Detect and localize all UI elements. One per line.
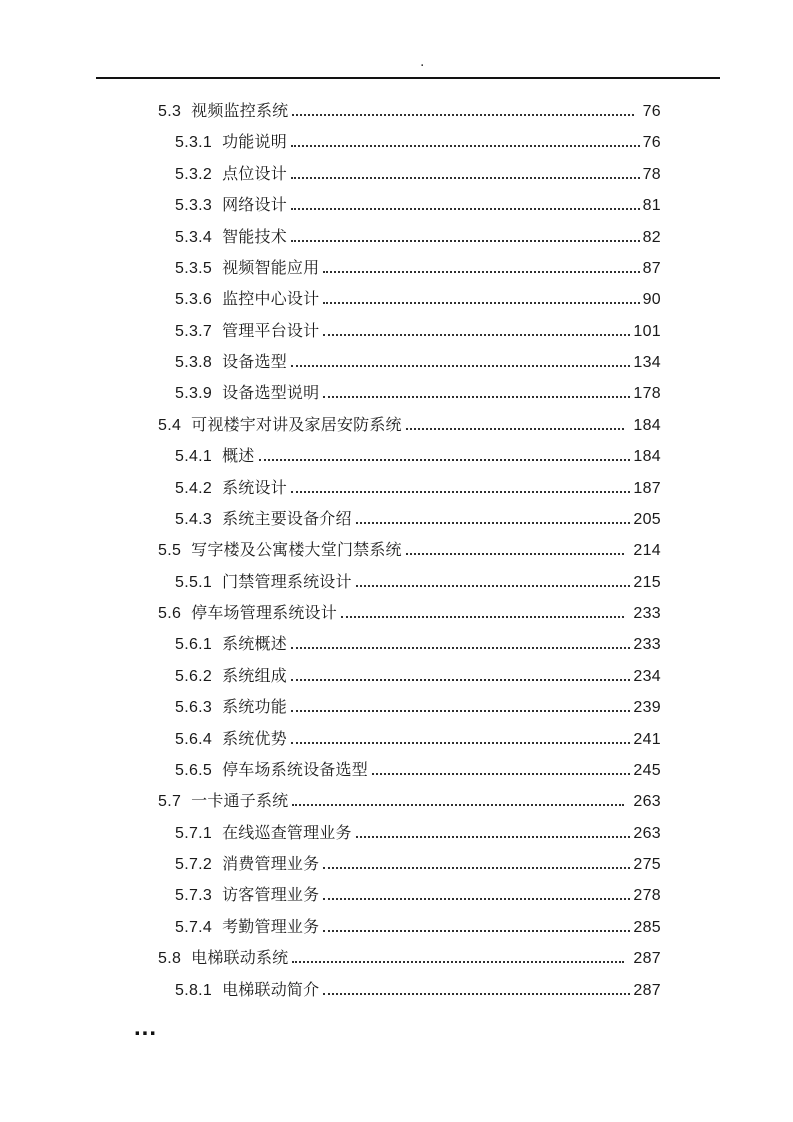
toc-entry bbox=[158, 253, 661, 284]
toc-entry-number: 5.3.2 bbox=[175, 165, 213, 183]
toc-entry-number: 5.4.2 bbox=[175, 479, 213, 497]
toc-entry-page-number: 275 bbox=[633, 856, 661, 873]
toc-dot-leader bbox=[406, 424, 625, 430]
toc-dot-leader bbox=[291, 643, 630, 649]
toc-entry-title: 网络设计 bbox=[222, 197, 287, 215]
toc-entry-page-number: 184 bbox=[633, 416, 661, 434]
toc-entry-number: 5.6 bbox=[158, 605, 182, 622]
toc-dot-leader bbox=[323, 392, 630, 398]
toc-entry bbox=[158, 755, 661, 786]
toc-entry bbox=[158, 692, 661, 723]
toc-entry-page-number: 78 bbox=[642, 165, 661, 183]
toc-entry-title: 系统组成 bbox=[222, 667, 287, 685]
toc-entry-title: 系统主要设备介绍 bbox=[222, 510, 352, 528]
header-rule bbox=[96, 77, 720, 79]
toc-entry-title: 一卡通子系统 bbox=[191, 793, 289, 811]
toc-entry-page-number: 101 bbox=[633, 322, 661, 340]
toc-dot-leader bbox=[323, 989, 630, 995]
toc-entry-title: 管理平台设计 bbox=[222, 322, 320, 340]
toc-entry-number: 5.3.5 bbox=[175, 259, 213, 277]
toc-dot-leader bbox=[356, 518, 631, 524]
toc-dot-leader bbox=[356, 581, 631, 587]
footer-ellipsis: ... bbox=[134, 1014, 158, 1041]
toc-entry-title: 系统优势 bbox=[222, 730, 287, 748]
toc-entry-number: 5.4.1 bbox=[175, 448, 213, 466]
toc-entry-page-number: 205 bbox=[633, 510, 661, 528]
toc-entry-page-number: 287 bbox=[633, 950, 661, 968]
toc-entry bbox=[158, 567, 661, 598]
toc-entry-title: 设备选型 bbox=[222, 354, 287, 371]
toc-entry-number: 5.4 bbox=[158, 416, 182, 434]
toc-entry-title: 可视楼宇对讲及家居安防系统 bbox=[191, 416, 402, 434]
toc-entry-title: 系统功能 bbox=[222, 699, 287, 717]
toc-entry-title: 消费管理业务 bbox=[222, 856, 320, 873]
toc-entry bbox=[158, 786, 661, 817]
toc-entry bbox=[158, 880, 661, 911]
toc-entry-number: 5.4.3 bbox=[175, 510, 213, 528]
toc-entry-page-number: 233 bbox=[633, 636, 661, 654]
toc-entry-page-number: 76 bbox=[642, 103, 661, 120]
toc-entry-page-number: 215 bbox=[633, 573, 661, 591]
toc-entry-page-number: 233 bbox=[633, 605, 661, 622]
toc-entry bbox=[158, 284, 661, 315]
toc-entry-page-number: 245 bbox=[633, 761, 661, 779]
toc-dot-leader bbox=[323, 894, 630, 900]
toc-entry-title: 停车场系统设备选型 bbox=[222, 761, 368, 779]
toc-entry-title: 系统设计 bbox=[222, 479, 287, 497]
toc-entry bbox=[158, 159, 661, 190]
toc-dot-leader bbox=[291, 236, 640, 242]
toc-entry bbox=[158, 441, 661, 472]
toc-entry-page-number: 263 bbox=[633, 824, 661, 842]
toc-entry-number: 5.6.2 bbox=[175, 667, 213, 685]
toc-dot-leader bbox=[291, 738, 630, 744]
toc-entry-title: 功能说明 bbox=[222, 134, 287, 152]
toc-entry-number: 5.3 bbox=[158, 103, 182, 120]
toc-entry bbox=[158, 661, 661, 692]
toc-entry-title: 系统概述 bbox=[222, 636, 287, 654]
toc-entry-page-number: 187 bbox=[633, 479, 661, 497]
toc-entry-title: 视频智能应用 bbox=[222, 259, 320, 277]
toc-entry bbox=[158, 975, 661, 1006]
toc-dot-leader bbox=[292, 110, 633, 116]
table-of-contents bbox=[158, 96, 661, 1006]
toc-entry bbox=[158, 535, 661, 566]
toc-entry-number: 5.7.3 bbox=[175, 887, 213, 905]
toc-entry bbox=[158, 96, 661, 127]
toc-dot-leader bbox=[292, 800, 624, 806]
toc-entry-page-number: 241 bbox=[633, 730, 661, 748]
toc-dot-leader bbox=[323, 330, 630, 336]
toc-entry-page-number: 239 bbox=[633, 699, 661, 717]
toc-entry-page-number: 184 bbox=[633, 448, 661, 466]
toc-entry-page-number: 134 bbox=[633, 354, 661, 371]
toc-entry-number: 5.3.6 bbox=[175, 291, 213, 309]
toc-entry bbox=[158, 190, 661, 221]
toc-entry-page-number: 263 bbox=[633, 793, 661, 811]
toc-entry-page-number: 278 bbox=[633, 887, 661, 905]
toc-dot-leader bbox=[356, 832, 631, 838]
toc-dot-leader bbox=[323, 298, 639, 304]
toc-entry-title: 点位设计 bbox=[222, 165, 287, 183]
toc-entry bbox=[158, 818, 661, 849]
toc-entry-number: 5.7.2 bbox=[175, 856, 213, 873]
toc-entry-number: 5.7.4 bbox=[175, 918, 213, 936]
toc-entry-number: 5.5.1 bbox=[175, 573, 213, 591]
toc-dot-leader bbox=[291, 361, 630, 367]
toc-entry-number: 5.3.9 bbox=[175, 385, 213, 403]
toc-dot-leader bbox=[323, 267, 639, 273]
toc-entry-title: 停车场管理系统设计 bbox=[191, 605, 337, 622]
toc-entry-title: 电梯联动系统 bbox=[191, 950, 289, 968]
toc-entry-number: 5.6.3 bbox=[175, 699, 213, 717]
toc-entry-page-number: 81 bbox=[642, 197, 661, 215]
header-dot: . bbox=[420, 53, 425, 70]
toc-dot-leader bbox=[291, 204, 640, 210]
toc-entry-title: 电梯联动简介 bbox=[222, 981, 320, 999]
toc-dot-leader bbox=[291, 141, 640, 147]
toc-entry-number: 5.3.8 bbox=[175, 354, 213, 371]
toc-dot-leader bbox=[341, 612, 624, 618]
toc-entry-page-number: 76 bbox=[642, 134, 661, 152]
toc-entry-number: 5.7 bbox=[158, 793, 182, 811]
toc-entry-title: 监控中心设计 bbox=[222, 291, 320, 309]
toc-entry-title: 视频监控系统 bbox=[191, 103, 289, 120]
toc-entry-page-number: 214 bbox=[633, 542, 661, 560]
toc-entry-title: 在线巡查管理业务 bbox=[222, 824, 352, 842]
toc-entry-title: 写字楼及公寓楼大堂门禁系统 bbox=[191, 542, 402, 560]
toc-entry-page-number: 287 bbox=[633, 981, 661, 999]
toc-entry bbox=[158, 504, 661, 535]
toc-entry-page-number: 178 bbox=[633, 385, 661, 403]
toc-entry-number: 5.6.4 bbox=[175, 730, 213, 748]
toc-entry-page-number: 87 bbox=[642, 259, 661, 277]
toc-dot-leader bbox=[406, 549, 625, 555]
toc-entry-number: 5.6.1 bbox=[175, 636, 213, 654]
toc-entry-title: 智能技术 bbox=[222, 228, 287, 246]
toc-entry-number: 5.7.1 bbox=[175, 824, 213, 842]
toc-entry bbox=[158, 912, 661, 943]
toc-entry-page-number: 82 bbox=[642, 228, 661, 246]
toc-dot-leader bbox=[372, 769, 630, 775]
toc-entry bbox=[158, 629, 661, 660]
toc-entry-number: 5.3.1 bbox=[175, 134, 213, 152]
toc-entry bbox=[158, 849, 661, 880]
toc-entry-title: 考勤管理业务 bbox=[222, 918, 320, 936]
toc-entry-page-number: 90 bbox=[642, 291, 661, 309]
toc-entry bbox=[158, 127, 661, 158]
toc-dot-leader bbox=[291, 675, 630, 681]
toc-entry-number: 5.8 bbox=[158, 950, 182, 968]
toc-dot-leader bbox=[292, 957, 624, 963]
toc-dot-leader bbox=[323, 926, 630, 932]
toc-entry-number: 5.8.1 bbox=[175, 981, 213, 999]
toc-entry-number: 5.3.3 bbox=[175, 197, 213, 215]
toc-entry-title: 设备选型说明 bbox=[222, 385, 320, 403]
toc-dot-leader bbox=[291, 487, 630, 493]
toc-dot-leader bbox=[259, 455, 631, 461]
toc-dot-leader bbox=[323, 863, 630, 869]
toc-entry bbox=[158, 724, 661, 755]
toc-entry-title: 访客管理业务 bbox=[222, 887, 320, 905]
toc-entry bbox=[158, 347, 661, 378]
toc-entry bbox=[158, 598, 661, 629]
toc-dot-leader bbox=[291, 706, 630, 712]
toc-dot-leader bbox=[291, 173, 640, 179]
toc-entry bbox=[158, 316, 661, 347]
toc-entry-title: 概述 bbox=[222, 448, 255, 466]
toc-entry bbox=[158, 943, 661, 974]
toc-entry bbox=[158, 473, 661, 504]
toc-entry-number: 5.6.5 bbox=[175, 761, 213, 779]
toc-entry-number: 5.3.7 bbox=[175, 322, 213, 340]
toc-entry-title: 门禁管理系统设计 bbox=[222, 573, 352, 591]
toc-entry-page-number: 285 bbox=[633, 918, 661, 936]
toc-entry bbox=[158, 410, 661, 441]
toc-entry-page-number: 234 bbox=[633, 667, 661, 685]
toc-entry bbox=[158, 378, 661, 409]
toc-entry-number: 5.5 bbox=[158, 542, 182, 560]
toc-entry-number: 5.3.4 bbox=[175, 228, 213, 246]
toc-entry bbox=[158, 222, 661, 253]
